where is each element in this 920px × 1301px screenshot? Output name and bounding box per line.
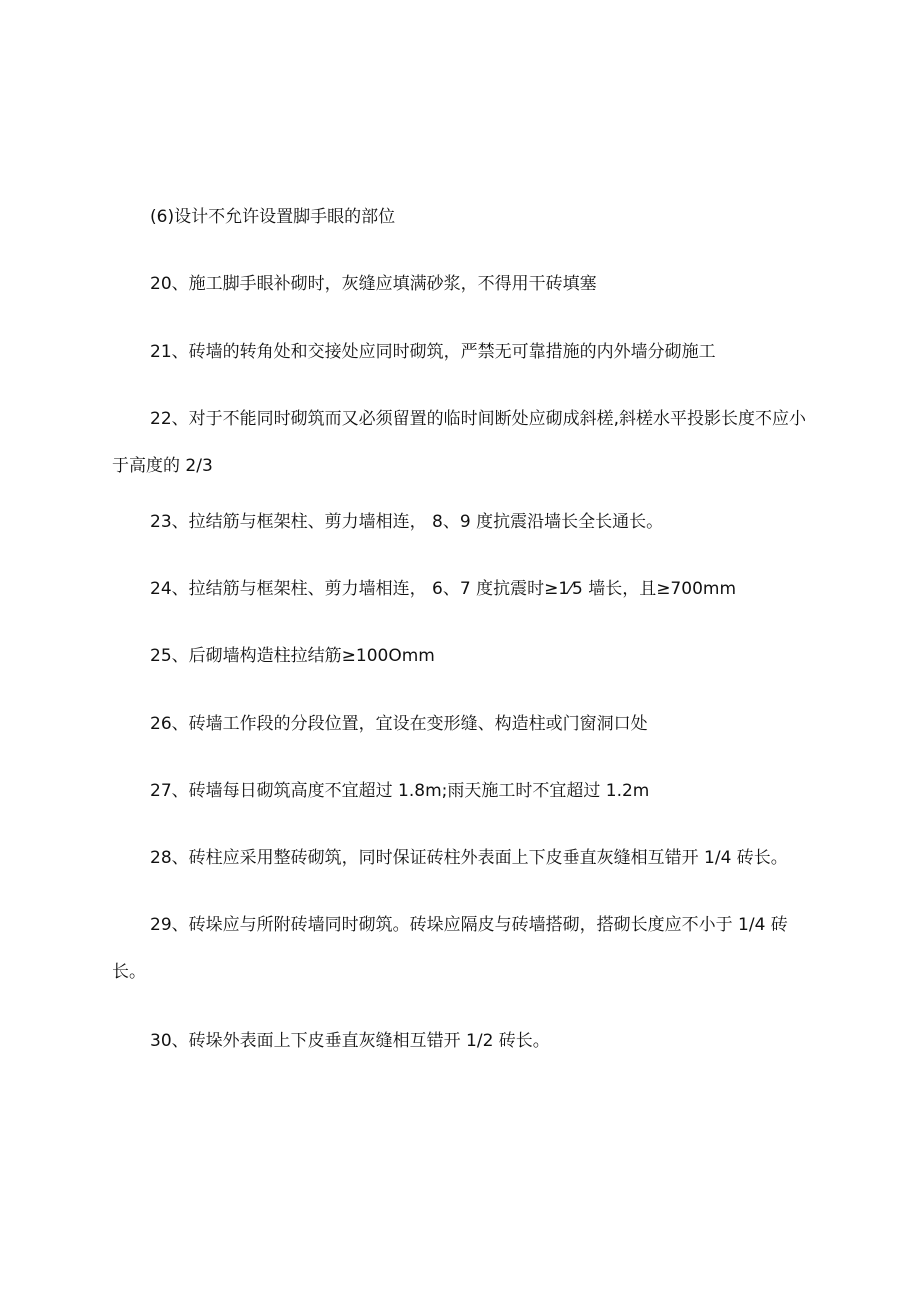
paragraph-text: 28、砖柱应采用整砖砌筑，同时保证砖柱外表面上下皮垂直灰缝相互错开 1/4 砖长。 [150, 848, 788, 868]
paragraph-item-30 [112, 1030, 812, 1052]
paragraph-item-26 [112, 713, 812, 735]
paragraph-text-line-1: 22、对于不能同时砌筑而又必须留置的临时间断处应砌成斜槎,斜槎水平投影长度不应小 [150, 409, 807, 429]
paragraph-text: 30、砖垛外表面上下皮垂直灰缝相互错开 1/2 砖长。 [150, 1031, 550, 1051]
paragraph-text: 26、砖墙工作段的分段位置，宜设在变形缝、构造柱或门窗洞口处 [150, 714, 648, 734]
paragraph-item-25 [112, 645, 812, 667]
paragraph-item-23 [112, 511, 812, 533]
paragraph-item-28 [112, 847, 812, 869]
paragraph-item-24 [112, 578, 812, 600]
paragraph-item-27 [112, 780, 812, 802]
paragraph-item-29 [112, 914, 812, 983]
paragraph-text-line-2: 于高度的 2/3 [112, 456, 213, 476]
paragraph-text: 24、拉结筋与框架柱、剪力墙相连， 6、7 度抗震时≥1⁄5 墙长，且≥700mm [150, 579, 737, 599]
paragraph-text: 25、后砌墙构造柱拉结筋≥100Omm [150, 646, 435, 666]
paragraph-text-line-2: 长。 [112, 962, 146, 982]
paragraph-text: (6)设计不允许设置脚手眼的部位 [150, 207, 396, 227]
paragraph-item-22 [112, 408, 812, 477]
paragraph-item-20 [112, 273, 812, 295]
paragraph-text: 27、砖墙每日砌筑高度不宜超过 1.8m;雨天施工时不宜超过 1.2m [150, 781, 650, 801]
paragraph-item-6 [112, 206, 812, 228]
paragraph-item-21 [112, 341, 812, 363]
paragraph-text: 21、砖墙的转角处和交接处应同时砌筑，严禁无可靠措施的内外墙分砌施工 [150, 342, 716, 362]
paragraph-text: 20、施工脚手眼补砌时，灰缝应填满砂浆，不得用干砖填塞 [150, 274, 597, 294]
paragraph-text: 23、拉结筋与框架柱、剪力墙相连， 8、9 度抗震沿墙长全长通长。 [150, 512, 664, 532]
paragraph-text-line-1: 29、砖垛应与所附砖墙同时砌筑。砖垛应隔皮与砖墙搭砌，搭砌长度应不小于 1/4 砖 [150, 915, 788, 935]
